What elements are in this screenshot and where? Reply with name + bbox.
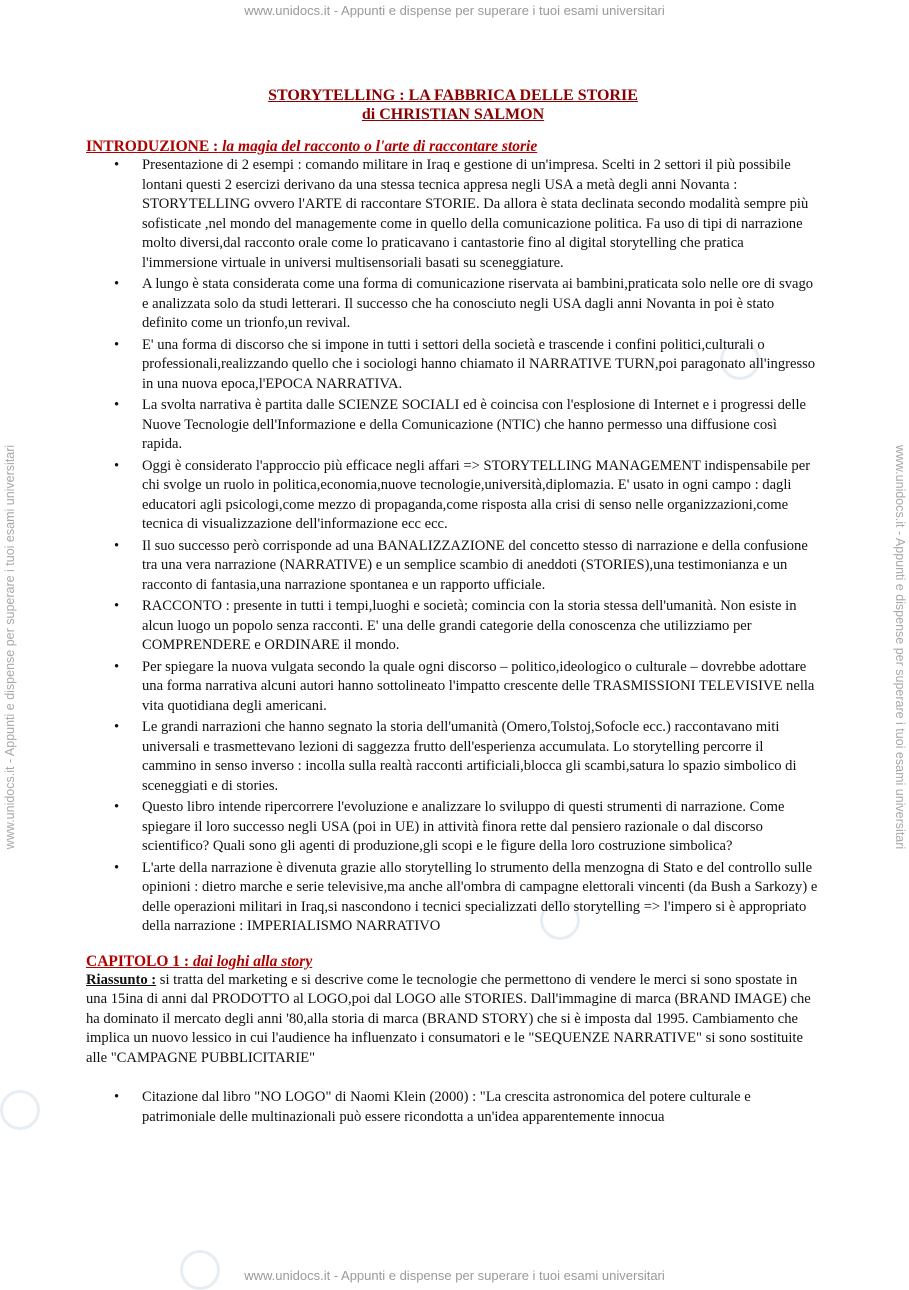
list-item: • Oggi è considerato l'approccio più efficace negli affari => STORYTELLING MANAGEMENT indispensabile per chi svolge un ruolo in politica,economia,nuove tecnologie,università,diplomazia. E' usato in ogni campo : dagli educatori agli psicologi,come mezzo di propaganda,come risposta alla crisi di senso nelle organizzazioni,come tecnica di visualizzazione dell'informazione ecc ecc. bbox=[114, 457, 811, 532]
bullet-icon: • bbox=[114, 719, 120, 735]
document-author: di CHRISTIAN SALMON bbox=[361, 106, 545, 123]
chapter-1-heading bbox=[86, 953, 820, 971]
bullet-icon: • bbox=[114, 276, 120, 292]
document-page bbox=[86, 86, 820, 1129]
bullet-icon: • bbox=[114, 537, 120, 554]
list-item: • Per spiegare la nuova vulgata secondo la quale ogni discorso – politico,ideologico o culturale – dovrebbe adottare una forma narrativa alcuni autori hanno sottolineato l'impatto crescente delle TRASMISSIONI TELEVISIVE nella vita quotidiana degli americani. bbox=[114, 658, 815, 714]
bullet-icon: • bbox=[114, 157, 120, 173]
summary-text: si tratta del marketing e si descrive come le tecnologie che permettono di vendere le merci si sono spostate in una 15ina di anni dal PRODOTTO al LOGO,poi dal LOGO alle STORIES. Dall'immagine di marca (BRAND IMAGE) che ha dominato il mercato degli anni '80,alla storia di marca (BRAND STORY) che si è imposta dal 1995. Cambiamento che implica un nuovo lessico in cui l'audience ha influenzato i consumatori e le "SEQUENZE NARRATIVE" si sono sostituite alle "CAMPAGNE PUBBLICITARIE" bbox=[86, 971, 811, 1066]
bullet-icon: • bbox=[114, 658, 120, 675]
chapter-1-subheading: dai loghi alla story bbox=[192, 952, 313, 970]
watermark-top: www.unidocs.it - Appunti e dispense per superare i tuoi esami universitari bbox=[244, 3, 665, 18]
chapter-1-heading-label: CAPITOLO 1 : bbox=[86, 952, 190, 970]
bullet-icon: • bbox=[114, 336, 120, 353]
chapter-1-summary bbox=[86, 971, 820, 1069]
intro-subheading: la magia del racconto o l'arte di raccontare storie bbox=[222, 138, 538, 155]
list-item: • Citazione dal libro "NO LOGO" di Naomi Klein (2000) : "La crescita astronomica del potere culturale e patrimoniale delle multinazionali può essere ricondotta a un'idea apparentemente innocua bbox=[114, 1089, 751, 1125]
bullet-icon: • bbox=[114, 1089, 120, 1105]
watermark-left: www.unidocs.it - Appunti e dispense per superare i tuoi esami universitari bbox=[3, 444, 17, 850]
bullet-icon: • bbox=[114, 397, 120, 413]
bullet-icon: • bbox=[114, 598, 120, 614]
chapter-1-bullet-list bbox=[86, 1088, 820, 1127]
intro-bullet-list bbox=[86, 156, 820, 937]
list-item: • L'arte della narrazione è divenuta grazie allo storytelling lo strumento della menzogna di Stato e del controllo sulle opinioni : dietro marche e serie televisive,ma anche all'ombra di campagne elettorali vincenti (da Bush a Sarkozy) e delle operazioni militari in Iraq,si nascondono i tecnici specializzati dello storytelling => l'impero si è appropriato della narrazione : IMPERIALISMO NARRATIVO bbox=[114, 859, 818, 934]
list-item: • Questo libro intende ripercorrere l'evoluzione e analizzare lo sviluppo di questi strumenti di narrazione. Come spiegare il loro successo negli USA (poi in UE) in attività finora rette dal pensiero razionale o dal discorso scientifico? Quali sono gli agenti di produzione,gli scopi e le figure della loro costruzione simbolica? bbox=[114, 799, 785, 854]
list-item: • E' una forma di discorso che si impone in tutti i settori della società e trascende i confini politici,culturali o professionali,realizzando quello che i sociologi hanno chiamato il NARRATIVE TURN,poi paragonato all'ingresso in una nuova epoca,l'EPOCA NARRATIVA. bbox=[114, 336, 816, 392]
bullet-icon: • bbox=[114, 859, 120, 876]
list-item: • Presentazione di 2 esempi : comando militare in Iraq e gestione di un'impresa. Scelti in 2 settori il più possibile lontani questi 2 esercizi derivano da una stessa tecnica appresa negli USA a metà degli anni Novanta : STORYTELLING ovvero l'ARTE di raccontare STORIE. Da allora è stata declinata secondo modalità sempre più sofisticate ,nel mondo del managemente come in quello della comunicazione politica. Fa uso di tipi di narrazione molto diversi,dal racconto orale come lo praticavano i cantastorie fino al digital storytelling che pratica l'immersione virtuale in universi multisensoriali basati su sceneggiature. bbox=[114, 157, 809, 271]
list-item: • La svolta narrativa è partita dalle SCIENZE SOCIALI ed è coincisa con l'esplosione di Internet e i progressi delle Nuove Tecnologie dell'Informazione e della Comunicazione (NTIC) che hanno permesso una diffusione così rapida. bbox=[114, 397, 807, 452]
list-item: • Il suo successo però corrisponde ad una BANALIZZAZIONE del concetto stesso di narrazione e della confusione tra una vera narrazione (NARRATIVE) e un semplice scambio di aneddoti (STORIES),una testimonianza e un racconto di fantasia,una narrazione spontanea e un rapporto ufficiale. bbox=[114, 537, 808, 593]
intro-heading-label: INTRODUZIONE : bbox=[86, 138, 219, 155]
bullet-icon: • bbox=[114, 799, 120, 815]
bullet-icon: • bbox=[114, 457, 120, 474]
summary-label: Riassunto : bbox=[86, 971, 157, 988]
watermark-right: www.unidocs.it - Appunti e dispense per superare i tuoi esami universitari bbox=[893, 444, 907, 850]
intro-heading bbox=[86, 138, 820, 156]
document-title: STORYTELLING : LA FABBRICA DELLE STORIE bbox=[268, 87, 638, 104]
watermark-logo-icon bbox=[0, 1090, 40, 1130]
list-item: • RACCONTO : presente in tutti i tempi,luoghi e società; comincia con la storia stessa dell'umanità. Non esiste in alcun luogo un popolo senza racconti. E' una delle grandi categorie della conoscenza che utilizziamo per COMPRENDERE e ORDINARE il mondo. bbox=[114, 598, 797, 653]
list-item: • A lungo è stata considerata come una forma di comunicazione riservata ai bambini,praticata solo nelle ore di svago e analizzata solo da studi letterari. Il successo che ha conosciuto negli USA dagli anni Novanta in poi è stato definito come un trionfo,un revival. bbox=[114, 276, 814, 331]
list-item: • Le grandi narrazioni che hanno segnato la storia dell'umanità (Omero,Tolstoj,Sofocle ecc.) raccontavano miti universali e trasmettevano lezioni di saggezza frutto dell'esperienza accumulata. Lo storytelling percorre il cammino in senso inverso : incolla sulla realtà racconti artificiali,blocca gli scambi,satura lo spazio simbolico di sceneggiati e di stories. bbox=[114, 719, 797, 794]
watermark-bottom: www.unidocs.it - Appunti e dispense per superare i tuoi esami universitari bbox=[244, 1268, 665, 1283]
